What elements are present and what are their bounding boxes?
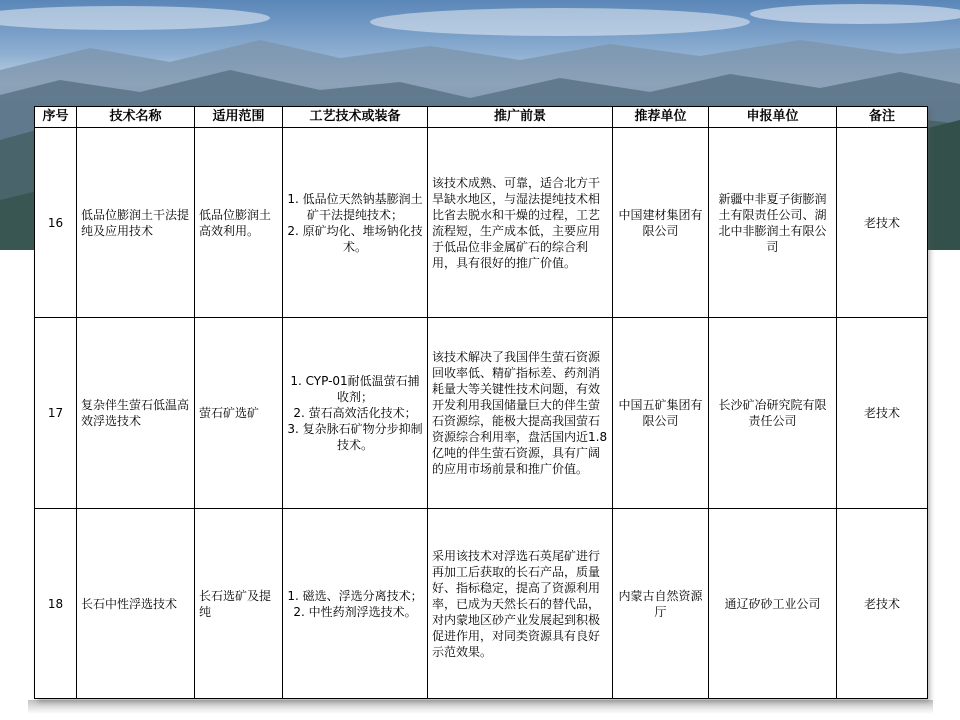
cell-prospect: 采用该技术对浮选石英尾矿进行再加工后获取的长石产品，质量好、指标稳定，提高了资源利用率，已成为天然长石的替代品，对内蒙地区砂产业发展起到积极促进作用，对同类资源具有良好示范效果。 <box>428 509 613 699</box>
cell-prospect: 该技术成熟、可靠，适合北方干旱缺水地区，与湿法提纯技术相比省去脱水和干燥的过程，工艺流程短，生产成本低，主要应用于低品位非金属矿石的综合利用，具有很好的推广价值。 <box>428 128 613 318</box>
cell-name: 低品位膨润土干法提纯及应用技术 <box>77 128 195 318</box>
process-item: 1. CYP-01耐低温萤石捕收剂； <box>290 374 420 404</box>
table-row <box>35 128 928 318</box>
cell-name: 长石中性浮选技术 <box>77 509 195 699</box>
header-recommender: 推荐单位 <box>613 107 709 128</box>
cell-no: 18 <box>35 509 77 699</box>
table-bottom-shadow <box>28 700 933 714</box>
process-list <box>287 373 423 453</box>
header-prospect: 推广前景 <box>428 107 613 128</box>
technology-table <box>34 106 928 699</box>
cell-scope: 低品位膨润土高效利用。 <box>195 128 283 318</box>
cell-scope: 萤石矿选矿 <box>195 318 283 509</box>
process-list <box>287 191 423 255</box>
table-row <box>35 318 928 509</box>
cell-remark: 老技术 <box>837 128 928 318</box>
cell-remark: 老技术 <box>837 318 928 509</box>
cell-applicant: 新疆中非夏子街膨润土有限责任公司、湖北中非膨润土有限公司 <box>709 128 837 318</box>
header-process: 工艺技术或装备 <box>283 107 428 128</box>
process-item: 3. 复杂脉石矿物分步抑制技术。 <box>287 422 423 452</box>
process-item: 1. 磁选、浮选分离技术； <box>287 588 423 603</box>
cell-process <box>283 509 428 699</box>
cell-name: 复杂伴生萤石低温高效浮选技术 <box>77 318 195 509</box>
header-applicant: 申报单位 <box>709 107 837 128</box>
process-list <box>287 588 423 620</box>
technology-table-frame <box>34 106 927 698</box>
header-no: 序号 <box>35 107 77 128</box>
table-header-row <box>35 107 928 128</box>
header-remark: 备注 <box>837 107 928 128</box>
cell-scope: 长石选矿及提纯 <box>195 509 283 699</box>
cell-remark: 老技术 <box>837 509 928 699</box>
cell-no: 16 <box>35 128 77 318</box>
cell-recommender: 中国五矿集团有限公司 <box>613 318 709 509</box>
process-item: 1. 低品位天然钠基膨润土矿干法提纯技术； <box>287 191 423 222</box>
cell-no: 17 <box>35 318 77 509</box>
cell-recommender: 内蒙古自然资源厅 <box>613 509 709 699</box>
cell-applicant: 通辽矽砂工业公司 <box>709 509 837 699</box>
cell-recommender: 中国建材集团有限公司 <box>613 128 709 318</box>
cell-applicant: 长沙矿冶研究院有限责任公司 <box>709 318 837 509</box>
process-item: 2. 萤石高效活化技术； <box>293 406 417 420</box>
header-scope: 适用范围 <box>195 107 283 128</box>
cell-process <box>283 318 428 509</box>
cell-prospect: 该技术解决了我国伴生萤石资源回收率低、精矿指标差、药剂消耗量大等关键性技术问题，有效开发利用我国储量巨大的伴生萤石资源综，能极大提高我国萤石资源综合利用率，盘活国内近1.8亿吨的伴生萤石资源，具有广阔的应用市场前景和推广价值。 <box>428 318 613 509</box>
cell-process <box>283 128 428 318</box>
header-name: 技术名称 <box>77 107 195 128</box>
table-row <box>35 509 928 699</box>
process-item: 2. 中性药剂浮选技术。 <box>293 604 417 619</box>
process-item: 2. 原矿均化、堆场钠化技术。 <box>287 223 423 254</box>
